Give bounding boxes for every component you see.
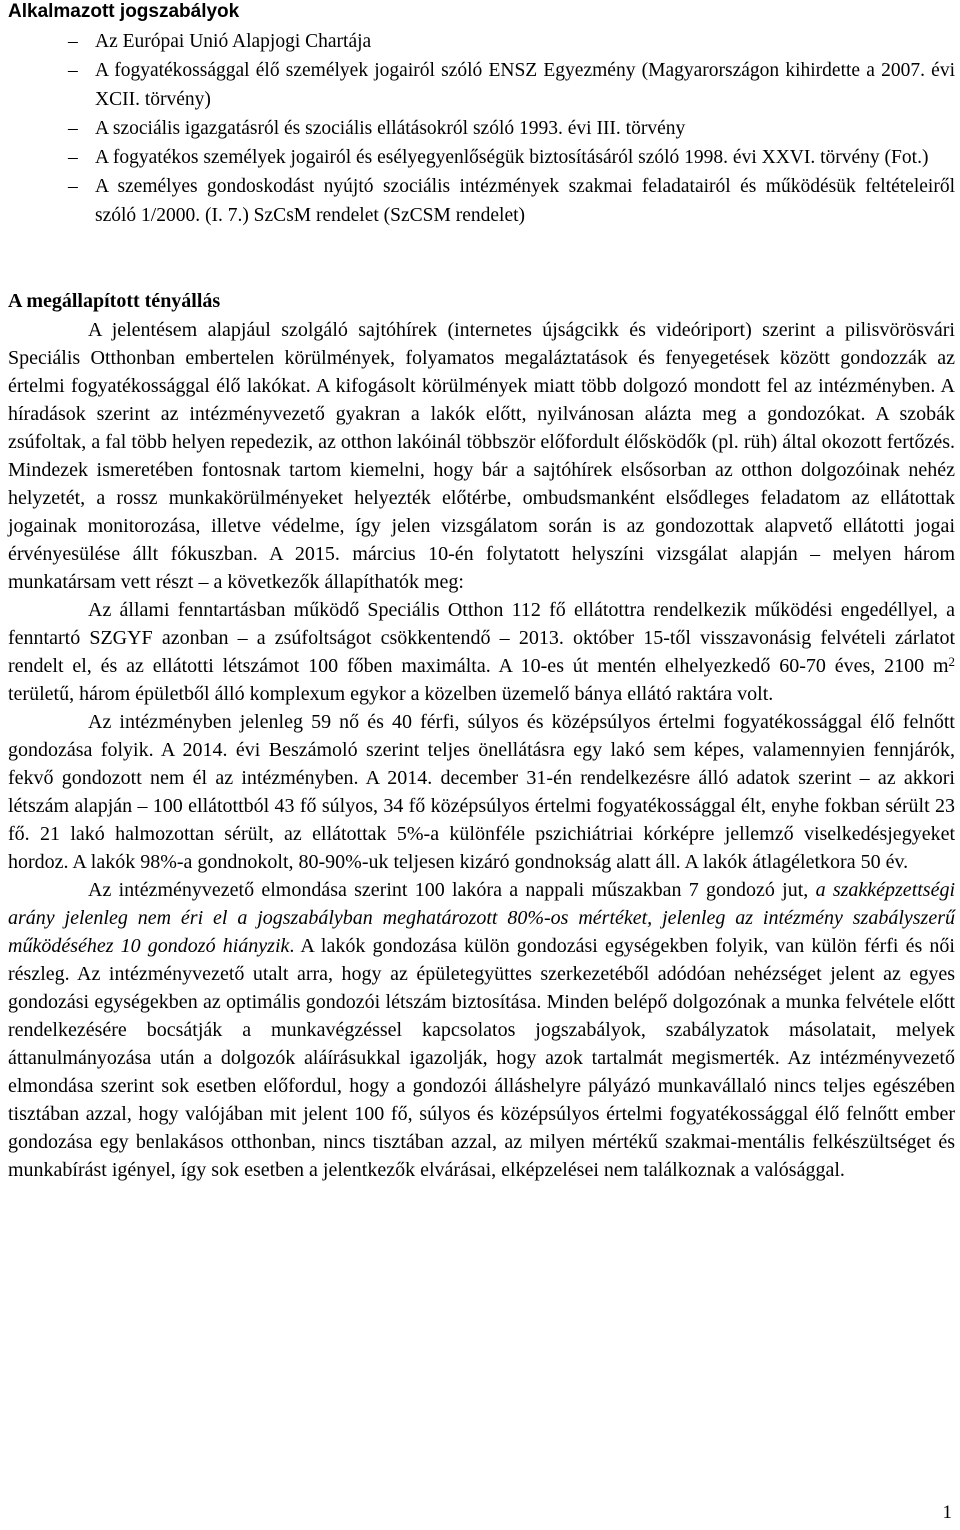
paragraph-4-start: Az intézményvezető elmondása szerint 100 lakóra a nappali műszakban 7 gondozó jut,	[88, 879, 809, 901]
dash-bullet: –	[68, 31, 78, 52]
dash-bullet: –	[68, 147, 78, 168]
page-number: 1	[942, 1502, 952, 1523]
facts-paragraph-2	[8, 596, 955, 708]
law-item-text: A szociális igazgatásról és szociális ellátásokról szóló 1993. évi III. törvény	[95, 118, 686, 139]
law-item	[8, 114, 955, 143]
paragraph-4-rest: . A lakók gondozása külön gondozási egységekben folyik, van külön férfi és női részleg. Az intézményvezető utalt arra, hogy az épületegyüttes szerkezetéből adódóan nehézséget jelent az egyes gondozási egységekben az optimális gondozói létszám biztosítása. Minden belépő dolgozónak a munka felvétele előtt rendelkezésére bocsátják a munkavégzéssel kapcsolatos jogszabályok, szabályzatok másolatait, melyek áttanulmányozása után a dolgozók aláírásukkal igazolják, hogy azok tartalmát megismerték. Az intézményvezető elmondása szerint sok esetben előfordul, hogy a gondozói álláshelyre pályázó munkavállaló nincs teljes egészében tisztában azzal, hogy valójában mit jelent 100 fő, súlyos és középsúlyos értelmi fogyatékossággal élő felnőtt ember gondozása egy benlakásos otthonban, nincs tisztában azzal, az milyen mértékű szakmai-mentális felkészültséget és munkabírást igényel, így sok esetben a jelentkezők elvárásai, elképzelései nem találkoznak a valósággal.	[8, 935, 955, 1181]
facts-paragraph-3: Az intézményben jelenleg 59 nő és 40 férfi, súlyos és középsúlyos értelmi fogyatékossággal élő felnőtt gondozása folyik. A 2014. évi Beszámoló szerint teljes önellátásra egy lakó sem képes, valamennyien fennjárók, fekvő gondozott nem él az intézményben. A 2014. december 31-én rendelkezésre álló adatok szerint – az akkori létszám alapján – 100 ellátottból 43 fő súlyos, 34 fő középsúlyos értelmi fogyatékossággal élt, enyhe fokban sérült 23 fő. 21 lakó halmozottan sérült, az ellátottak 5%-a különféle pszichiátriai kórképre jellemző viselkedésjegyeket hordoz. A lakók 98%-a gondnokolt, 80-90%-uk teljesen kizáró gondnokság alatt áll. A lakók átlagéletkora 50 év.	[8, 711, 955, 873]
law-item-text: A fogyatékos személyek jogairól és esélyegyenlőségük biztosításáról szóló 1998. évi XXVI. törvény (Fot.)	[95, 147, 929, 168]
facts-body	[8, 316, 955, 1184]
law-item-text: A személyes gondoskodást nyújtó szociális intézmények szakmai feladatairól és működésük feltételeiről szóló 1/2000. (I. 7.) SzCsM rendelet (SzCSM rendelet)	[95, 176, 955, 226]
law-item	[8, 143, 955, 172]
law-item	[8, 27, 955, 56]
law-item-text: A fogyatékossággal élő személyek jogairól szóló ENSZ Egyezmény (Magyarországon kihirdette a 2007. évi XCII. törvény)	[95, 60, 955, 110]
dash-bullet: –	[68, 176, 78, 197]
dash-bullet: –	[68, 60, 78, 81]
applied-laws-list	[8, 27, 955, 230]
facts-paragraph-1: A jelentésem alapjául szolgáló sajtóhírek (internetes újságcikk és videóriport) szerint a pilisvörösvári Speciális Otthonban embertelen körülmények, folyamatos megaláztatások és fenyegetések között gondozzák az értelmi fogyatékossággal élő lakókat. A kifogásolt körülmények miatt több dolgozó mondott fel az intézményben. A híradások szerint az intézményvezető gyakran a lakók előtt, nyilvánosan alázta meg a gondozókat. A szobák zsúfoltak, a fal több helyen repedezik, az otthon lakóinál többször előfordult élősködők (pl. rüh) által okozott fertőzés. Mindezek ismeretében fontosnak tartom kiemelni, hogy bár a sajtóhírek elsősorban az otthon dolgozóinak nehéz helyzetét, a rossz munkakörülményeket helyezték előtérbe, ombudsmanként elsődleges feladatom az ellátottak jogainak monitorozása, illetve védelme, így jelen vizsgálatom során is az gondozottak alapvető ellátotti jogai érvényesülése állt fókuszban. A 2015. március 10-én folytatott helyszíni vizsgálat alapján – melyen három munkatársam vett részt – a következők állapíthatók meg:	[8, 319, 955, 593]
law-item	[8, 172, 955, 230]
superscript-2: 2	[948, 654, 955, 669]
facts-heading: A megállapított tényállás	[8, 290, 221, 312]
law-item-text: Az Európai Unió Alapjogi Chartája	[95, 31, 372, 52]
applied-laws-heading: Alkalmazott jogszabályok	[8, 1, 240, 22]
law-item	[8, 56, 955, 114]
paragraph-2-text: Az állami fenntartásban működő Speciális Otthon 112 fő ellátottra rendelkezik működési engedéllyel, a fenntartó SZGYF azonban – a zsúfoltságot csökkentendő – 2013. október 15-től visszavonásig felvételi zárlatot rendelt el, és az ellátotti létszámot 100 főben maximálta. A 10-es út mentén elhelyezkedő 60-70 éves, 2100 m	[8, 599, 955, 677]
paragraph-4-italic: a szakképzettségi arány jelenleg nem éri el a jogszabályban meghatározott 80%-os mértéket, jelenleg az intézmény szabályszerű működéséhez 10 gondozó hiányzik	[8, 879, 956, 957]
facts-paragraph-4	[8, 876, 955, 1184]
dash-bullet: –	[68, 118, 78, 139]
paragraph-2-text-end: területű, három épületből álló komplexum egykor a közelben üzemelő bánya ellátó raktára volt.	[8, 683, 774, 705]
